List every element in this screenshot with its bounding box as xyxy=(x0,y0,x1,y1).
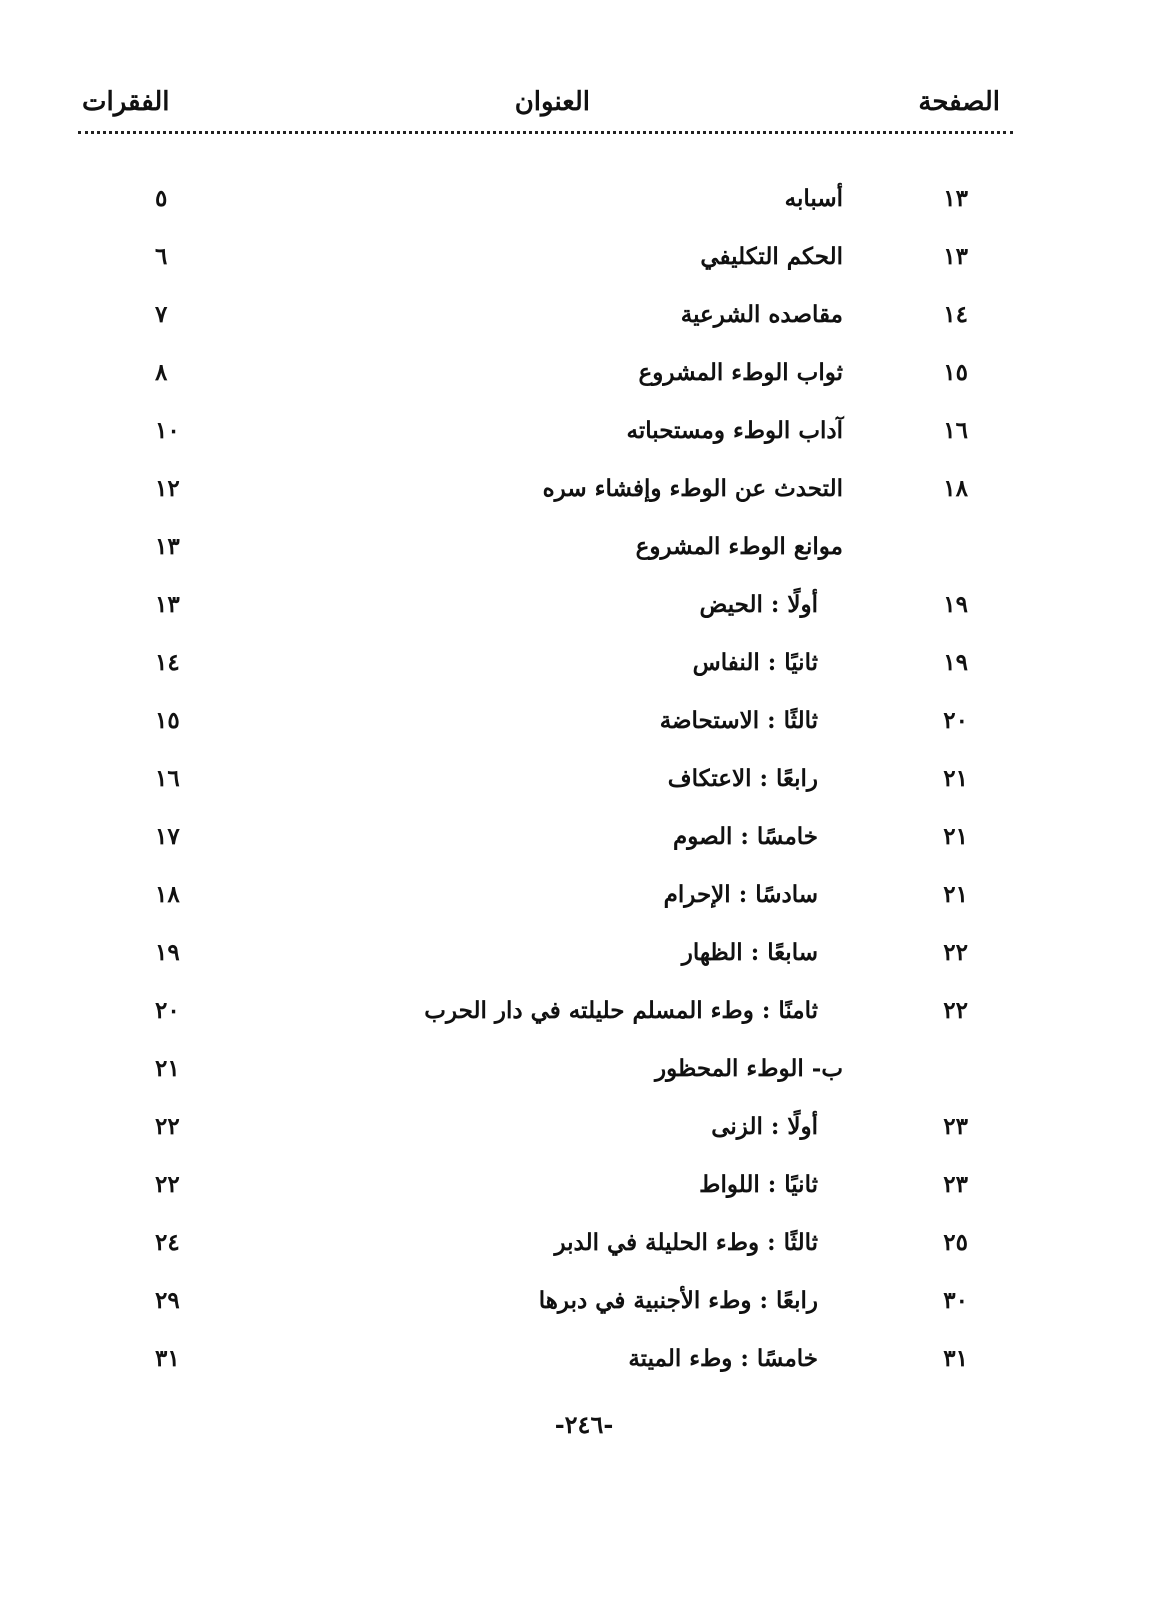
table-row xyxy=(0,1040,1168,1098)
row-paragraph-number: ٢٢ xyxy=(155,1113,180,1140)
table-row xyxy=(0,170,1168,228)
index-table xyxy=(0,170,1168,1388)
table-row xyxy=(0,460,1168,518)
row-page-number: ٣١ xyxy=(943,1345,968,1372)
row-paragraph-number: ٣١ xyxy=(155,1345,180,1372)
row-title: رابعًا : وطء الأجنبية في دبرها xyxy=(538,1287,818,1314)
table-row xyxy=(0,924,1168,982)
table-row xyxy=(0,1214,1168,1272)
row-paragraph-number: ٢١ xyxy=(155,1055,180,1082)
row-title: آداب الوطء ومستحباته xyxy=(626,417,843,444)
table-header xyxy=(70,78,1010,126)
table-row xyxy=(0,1330,1168,1388)
row-page-number: ٢٢ xyxy=(943,997,968,1024)
row-title: موانع الوطء المشروع xyxy=(635,533,843,560)
row-title: سابعًا : الظهار xyxy=(681,939,818,966)
row-page-number: ١٣ xyxy=(943,185,968,212)
row-paragraph-number: ١٥ xyxy=(155,707,180,734)
dotted-divider xyxy=(78,131,1013,134)
row-paragraph-number: ٨ xyxy=(155,359,168,386)
row-paragraph-number: ١٤ xyxy=(155,649,180,676)
row-title: ثالثًا : الاستحاضة xyxy=(659,707,818,734)
row-page-number: ٢١ xyxy=(943,881,968,908)
row-paragraph-number: ٢٤ xyxy=(155,1229,180,1256)
row-title: التحدث عن الوطء وإفشاء سره xyxy=(542,475,843,502)
row-page-number: ٢٣ xyxy=(943,1113,968,1140)
row-title: ب- الوطء المحظور xyxy=(655,1055,843,1082)
table-row xyxy=(0,402,1168,460)
row-title: ثانيًا : النفاس xyxy=(692,649,818,676)
table-row xyxy=(0,1156,1168,1214)
row-paragraph-number: ٦ xyxy=(155,243,168,270)
row-paragraph-number: ١٣ xyxy=(155,533,180,560)
row-page-number: ٢٣ xyxy=(943,1171,968,1198)
row-title: أولًا : الزنى xyxy=(711,1113,818,1140)
table-row xyxy=(0,808,1168,866)
header-paragraphs-label: الفقرات xyxy=(82,87,170,117)
row-page-number: ١٦ xyxy=(943,417,968,444)
page-number: -٢٤٦- xyxy=(554,1410,614,1439)
row-page-number: ٣٠ xyxy=(943,1287,968,1314)
table-row xyxy=(0,692,1168,750)
row-page-number: ١٩ xyxy=(943,649,968,676)
row-paragraph-number: ١٦ xyxy=(155,765,180,792)
row-title: ثامنًا : وطء المسلم حليلته في دار الحرب xyxy=(424,997,818,1024)
table-row xyxy=(0,344,1168,402)
row-title: الحكم التكليفي xyxy=(700,243,843,270)
row-paragraph-number: ٢٩ xyxy=(155,1287,180,1314)
row-paragraph-number: ١٣ xyxy=(155,591,180,618)
header-title-label: العنوان xyxy=(514,87,590,117)
row-title: خامسًا : وطء الميتة xyxy=(628,1345,818,1372)
row-paragraph-number: ٢٠ xyxy=(155,997,180,1024)
table-row xyxy=(0,982,1168,1040)
row-title: ثانيًا : اللواط xyxy=(699,1171,818,1198)
row-title: مقاصده الشرعية xyxy=(680,301,843,328)
row-paragraph-number: ١٠ xyxy=(155,417,180,444)
table-row xyxy=(0,1272,1168,1330)
table-row xyxy=(0,634,1168,692)
row-paragraph-number: ١٢ xyxy=(155,475,180,502)
row-page-number: ١٩ xyxy=(943,591,968,618)
row-paragraph-number: ١٩ xyxy=(155,939,180,966)
row-page-number: ١٥ xyxy=(943,359,968,386)
row-page-number: ٢٥ xyxy=(943,1229,968,1256)
row-page-number: ١٣ xyxy=(943,243,968,270)
row-title: سادسًا : الإحرام xyxy=(663,881,818,908)
row-title: خامسًا : الصوم xyxy=(672,823,818,850)
row-page-number: ١٤ xyxy=(943,301,968,328)
table-row xyxy=(0,1098,1168,1156)
table-row xyxy=(0,518,1168,576)
table-row xyxy=(0,576,1168,634)
row-title: رابعًا : الاعتكاف xyxy=(667,765,818,792)
table-row xyxy=(0,750,1168,808)
row-paragraph-number: ٧ xyxy=(155,301,168,328)
row-title: ثالثًا : وطء الحليلة في الدبر xyxy=(554,1229,818,1256)
row-page-number: ٢٢ xyxy=(943,939,968,966)
row-title: أسبابه xyxy=(784,185,843,212)
row-page-number: ٢١ xyxy=(943,823,968,850)
table-row xyxy=(0,228,1168,286)
row-title: ثواب الوطء المشروع xyxy=(638,359,843,386)
row-page-number: ١٨ xyxy=(943,475,968,502)
header-page-label: الصفحة xyxy=(918,87,1000,117)
row-title: أولًا : الحيض xyxy=(699,591,818,618)
row-page-number: ٢١ xyxy=(943,765,968,792)
row-paragraph-number: ١٨ xyxy=(155,881,180,908)
row-paragraph-number: ١٧ xyxy=(155,823,180,850)
row-paragraph-number: ٢٢ xyxy=(155,1171,180,1198)
table-row xyxy=(0,286,1168,344)
row-page-number: ٢٠ xyxy=(943,707,968,734)
table-row xyxy=(0,866,1168,924)
row-paragraph-number: ٥ xyxy=(155,185,168,212)
